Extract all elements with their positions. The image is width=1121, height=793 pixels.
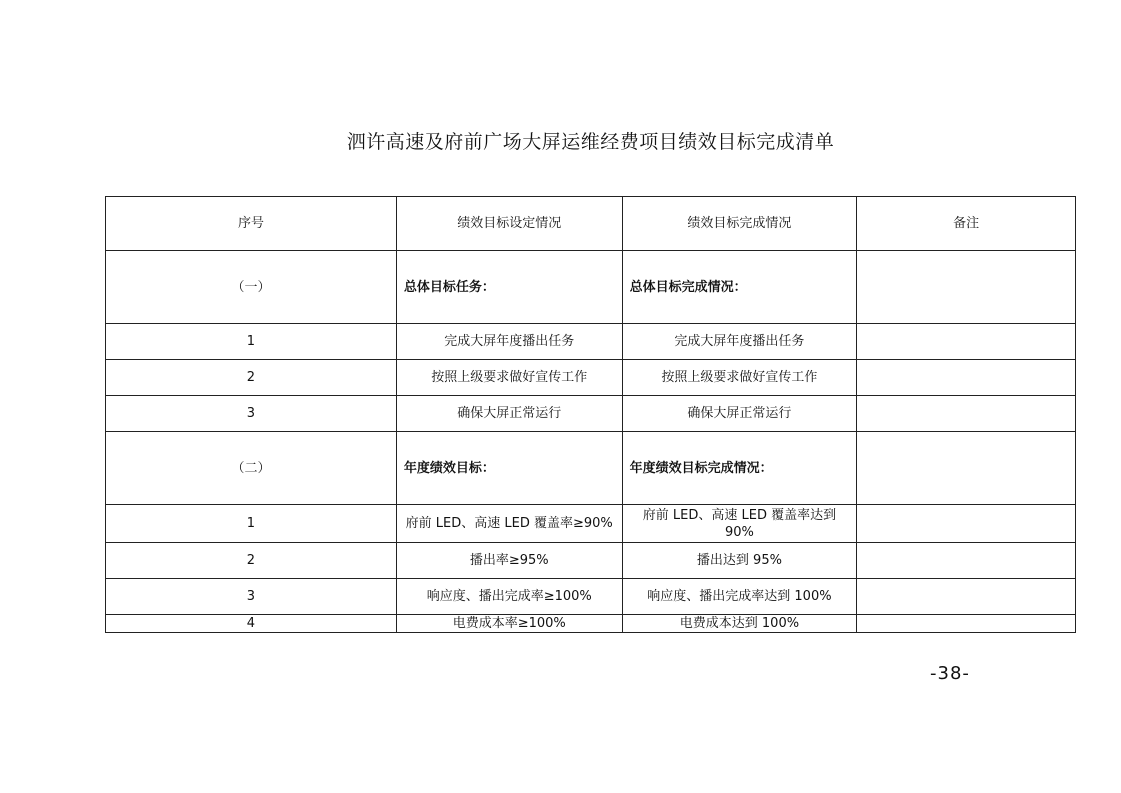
header-serial: 序号 — [106, 197, 397, 251]
page-number: -38- — [930, 663, 970, 684]
table-row — [106, 543, 1076, 579]
section-label: （一） — [106, 251, 397, 324]
row-note — [857, 543, 1076, 579]
performance-table — [105, 196, 1076, 633]
document-title: 泗许高速及府前广场大屏运维经费项目绩效目标完成清单 — [346, 131, 835, 153]
row-serial: 1 — [106, 505, 397, 543]
row-serial: 3 — [106, 579, 397, 615]
row-target: 电费成本率≥100% — [396, 615, 622, 633]
section-target-heading: 年度绩效目标： — [396, 432, 622, 505]
section-label: （二） — [106, 432, 397, 505]
row-completion: 电费成本达到 100% — [622, 615, 857, 633]
row-note — [857, 324, 1076, 360]
section-row — [106, 432, 1076, 505]
section-note — [857, 432, 1076, 505]
row-completion: 播出达到 95% — [622, 543, 857, 579]
row-completion: 确保大屏正常运行 — [622, 396, 857, 432]
table-row — [106, 505, 1076, 543]
row-serial: 2 — [106, 360, 397, 396]
row-target: 播出率≥95% — [396, 543, 622, 579]
row-note — [857, 360, 1076, 396]
row-serial: 2 — [106, 543, 397, 579]
header-target: 绩效目标设定情况 — [396, 197, 622, 251]
row-serial: 4 — [106, 615, 397, 633]
row-completion: 按照上级要求做好宣传工作 — [622, 360, 857, 396]
row-note — [857, 615, 1076, 633]
section-completion-heading: 年度绩效目标完成情况： — [622, 432, 857, 505]
row-target: 确保大屏正常运行 — [396, 396, 622, 432]
header-completion: 绩效目标完成情况 — [622, 197, 857, 251]
row-note — [857, 396, 1076, 432]
row-target: 按照上级要求做好宣传工作 — [396, 360, 622, 396]
table-row — [106, 324, 1076, 360]
row-target: 响应度、播出完成率≥100% — [396, 579, 622, 615]
row-target: 府前 LED、高速 LED 覆盖率≥90% — [396, 505, 622, 543]
section-completion-heading: 总体目标完成情况： — [622, 251, 857, 324]
table-row — [106, 396, 1076, 432]
row-completion: 府前 LED、高速 LED 覆盖率达到 90% — [622, 505, 857, 543]
row-note — [857, 505, 1076, 543]
row-completion: 响应度、播出完成率达到 100% — [622, 579, 857, 615]
section-note — [857, 251, 1076, 324]
row-serial: 3 — [106, 396, 397, 432]
row-target: 完成大屏年度播出任务 — [396, 324, 622, 360]
table-row — [106, 360, 1076, 396]
table-header-row — [106, 197, 1076, 251]
section-row — [106, 251, 1076, 324]
table-row — [106, 615, 1076, 633]
row-serial: 1 — [106, 324, 397, 360]
row-completion: 完成大屏年度播出任务 — [622, 324, 857, 360]
table-row — [106, 579, 1076, 615]
header-note: 备注 — [857, 197, 1076, 251]
section-target-heading: 总体目标任务： — [396, 251, 622, 324]
row-note — [857, 579, 1076, 615]
